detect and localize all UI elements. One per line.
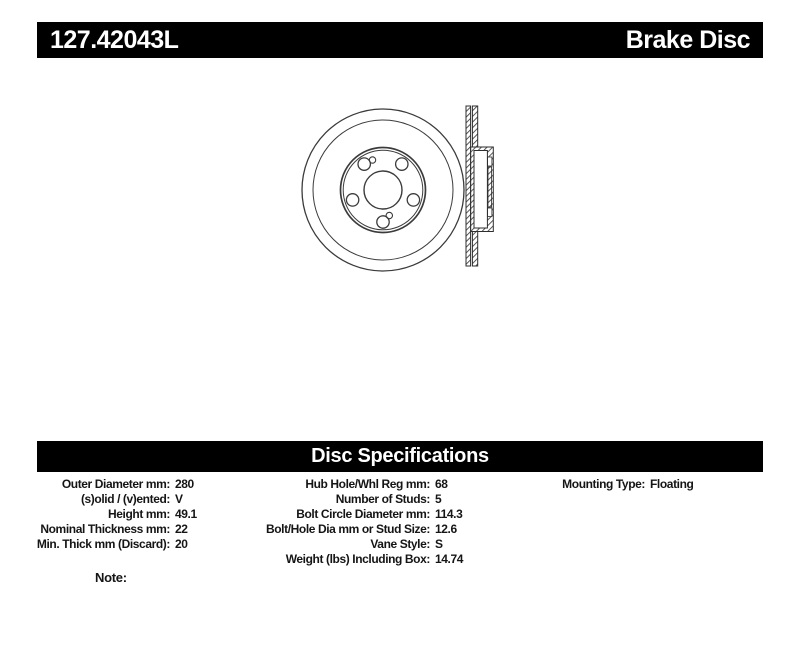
spec-row-mounting-type [500, 477, 693, 492]
spec-column-mounting [500, 477, 693, 492]
spec-row-vane-style [230, 537, 463, 552]
spec-value: 49.1 [175, 507, 197, 521]
spec-label: Hub Hole/Whl Reg mm: [305, 477, 430, 491]
brake-disc-front-view [302, 109, 464, 271]
brake-disc-cross-section [466, 106, 493, 266]
spec-label: Bolt/Hole Dia mm or Stud Size: [265, 522, 430, 536]
spec-label: Min. Thick mm (Discard): [36, 537, 170, 551]
spec-title-bar [37, 441, 763, 472]
spec-value: 114.3 [435, 507, 463, 521]
spec-label: Number of Studs: [335, 492, 430, 506]
spec-title: Disc Specifications [311, 445, 489, 467]
spec-label: Bolt Circle Diameter mm: [296, 507, 430, 521]
spec-value: 14.74 [435, 552, 464, 566]
technical-drawing [288, 96, 504, 282]
spec-value: 22 [175, 522, 188, 536]
spec-label: Weight (lbs) Including Box: [285, 552, 430, 566]
spec-row-nominal-thickness [20, 522, 197, 537]
spec-label: (s)olid / (v)ented: [80, 492, 170, 506]
spec-label: Height mm: [107, 507, 170, 521]
spec-value: V [175, 492, 183, 506]
spec-label: Mounting Type: [562, 477, 645, 491]
spec-value: 12.6 [435, 522, 457, 536]
header-bar [37, 22, 763, 58]
spec-row-height [20, 507, 197, 522]
spec-label: Vane Style: [370, 537, 430, 551]
spec-row-number-of-studs [230, 492, 463, 507]
spec-value: 68 [435, 477, 448, 491]
spec-label: Outer Diameter mm: [61, 477, 170, 491]
spec-value: 20 [175, 537, 188, 551]
spec-value: 280 [175, 477, 194, 491]
part-number: 127.42043L [50, 25, 179, 54]
spec-row-hub-hole [230, 477, 463, 492]
spec-value: 5 [435, 492, 442, 506]
spec-row-bolt-circle-diameter [230, 507, 463, 522]
spec-row-solid-vented [20, 492, 197, 507]
spec-column-dimensions [20, 477, 197, 552]
spec-label: Nominal Thickness mm: [40, 522, 170, 536]
spec-row-outer-diameter [20, 477, 197, 492]
spec-value: Floating [650, 477, 694, 491]
spec-row-min-thickness [20, 537, 197, 552]
spec-row-bolt-hole-dia [230, 522, 463, 537]
product-name: Brake Disc [625, 25, 750, 54]
spec-value: S [435, 537, 443, 551]
spec-row-weight [230, 552, 463, 567]
spec-column-hub-studs [230, 477, 463, 567]
note-label: Note: [95, 570, 127, 585]
